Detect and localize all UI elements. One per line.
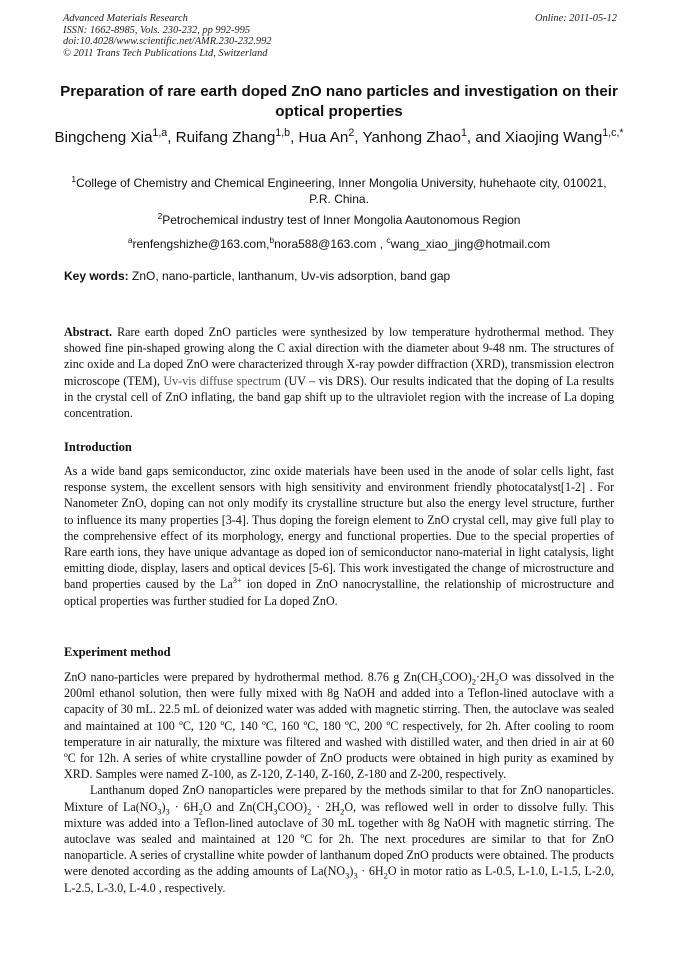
journal-copyright: © 2011 Trans Tech Publications Ltd, Switzerland (63, 47, 268, 59)
paragraph-text: · 2H (311, 799, 341, 814)
email-link[interactable]: wang_xiao_jing@hotmail.com (390, 237, 551, 251)
paragraph (64, 782, 614, 895)
subscript: 2 (383, 870, 388, 881)
paragraph-text: ZnO nano-particles were prepared by hydrothermal method. 8.76 g Zn(CH (64, 670, 438, 684)
paragraph-text: ion doped in ZnO nanocrystalline, the relationship of microstructure and optical properties was further studied for La doped ZnO. (64, 577, 614, 608)
email-line (60, 236, 618, 252)
affiliation-1 (60, 175, 618, 207)
paragraph-text: · 6H (169, 799, 199, 814)
section-heading-introduction: Introduction (64, 440, 132, 454)
email-marker: b (269, 235, 275, 245)
author-name: Bingcheng Xia (54, 129, 153, 146)
author-name: Yanhong Zhao (362, 129, 461, 146)
email-marker: a (127, 235, 133, 245)
introduction-body (64, 463, 614, 609)
subscript: 3 (273, 806, 278, 817)
journal-name: Advanced Materials Research (63, 13, 188, 24)
affiliation-text: College of Chemistry and Chemical Engineering, Inner Mongolia University, huhehaote city, 010021, P.R. China. (76, 176, 607, 206)
email-link[interactable]: renfengshizhe@163.com, (132, 237, 270, 251)
paragraph-text: O, was reflowed well in order to dissolve fully. This mixture was added into a Teflon-lined autoclave of 30 mL together with 8g NaOH with magnetic stirring. The autoclave was sealed and maintained at 120 ºC for 2h. The next procedures are similar to that for ZnO nanoparticle. A series of crystalline white powder of lanthanum doped ZnO products were obtained. The products were denoted according as the adding amounts of La(NO (64, 799, 614, 879)
keywords-label: Key words: (64, 269, 129, 283)
journal-issn: ISSN: 1662-8985, Vols. 230-232, pp 992-995 (63, 24, 251, 36)
paragraph-text: O and Zn(CH (202, 799, 274, 814)
abstract (64, 324, 614, 421)
author-name: Xiaojing Wang (504, 129, 603, 146)
subscript: 3 (165, 806, 170, 817)
abstract-text: Rare earth doped ZnO particles were synthesized by low temperature hydrothermal method. They showed fine pin-shaped growing along the C axial direction with the diameter about 9-48 nm. The structures of zinc oxide and La doped ZnO were characterized through X-ray powder diffraction (XRD), transmission electron microscope (TEM), (64, 325, 614, 388)
affiliation-marker: 2 (157, 211, 163, 221)
subscript: 3 (437, 676, 443, 687)
author-affil: 1,c,* (602, 126, 624, 139)
affiliation-text: Petrochemical industry test of Inner Mongolia Aautonomous Region (162, 213, 521, 227)
abstract-text: (UV – vis DRS). Our results indicated that the doping of La results in the crystal cell of ZnO inflating, the band gap shift up to the ultraviolet region with the increase of La doping concentration. (64, 373, 614, 421)
abstract-text: Uv-vis diffuse spectrum (163, 373, 281, 388)
affiliation-2 (60, 212, 618, 228)
paragraph-text: ·2H (475, 670, 495, 684)
subscript: 3 (157, 806, 162, 817)
superscript: 3+ (232, 575, 242, 586)
paragraph-text: Lanthanum doped ZnO nanoparticles were prepared by the methods similar to that for ZnO nanoparticles. Mixture of La(NO (64, 783, 614, 814)
email-marker: c (386, 235, 391, 245)
subscript: 3 (353, 870, 358, 881)
subscript: 2 (340, 806, 345, 817)
paragraph (64, 669, 614, 782)
affiliation-marker: 1 (71, 174, 77, 184)
paragraph-text: ) (349, 864, 354, 879)
subscript: 3 (345, 870, 350, 881)
email-link[interactable]: nora588@163.com , (274, 237, 384, 251)
author-name: Ruifang Zhang (175, 129, 276, 146)
author-list: Bingcheng Xia$^{1,a}$, Ruifang Zhang$^{1,b}$, Hua An$^2$, Yanhong Zhao$^1$, and Xiaojing Wang$^{1,c,*}$ (54, 126, 624, 146)
keywords (64, 268, 624, 284)
journal-doi: doi:10.4028/www.scientific.net/AMR.230-232.992 (63, 36, 272, 48)
author-affil: 1,a (152, 126, 168, 139)
keywords-text: ZnO, nano-particle, lanthanum, Uv-vis adsorption, band gap (132, 269, 451, 283)
section-heading-experiment: Experiment method (64, 645, 171, 659)
author-affil: 1,b (275, 126, 291, 139)
author-affil: 2 (348, 126, 355, 139)
paragraph-text: ) (161, 799, 166, 814)
abstract-label: Abstract. (64, 325, 113, 339)
experiment-body (64, 669, 614, 896)
journal-header (63, 13, 617, 59)
author-affil: 1 (460, 126, 467, 139)
subscript: 2 (471, 676, 476, 687)
online-date: Online: 2011-05-12 (534, 13, 617, 24)
paragraph-text: O was dissolved in the 200ml ethanol solution, then were fully mixed with 8g NaOH and added into a Teflon-lined autoclave with a capacity of 30 mL. 22.5 mL of deionized water was added with magnetic stirring. Then, the autoclave was sealed and maintained at 100 ºC, 120 ºC, 140 ºC, 160 ºC, 180 ºC, 200 ºC respectively, for 2h. After cooling to room temperature in air naturally, the mixture was filtered and washed with distilled water, and then dried in air at 60 ºC for 12h. A series of white crystalline powder of ZnO products were obtained in high purity as examined by XRD. Samples were named Z-100, as Z-120, Z-140, Z-160, Z-180 and Z-200, respectively. (64, 670, 614, 782)
author-name: Hua An (298, 129, 349, 146)
subscript: 2 (494, 676, 500, 687)
subscript: 2 (307, 806, 312, 817)
paragraph-text: O in motor ratio as L-0.5, L-1.0, L-1.5, L-2.0, L-2.5, L-3.0, L-4.0 , respectively. (64, 864, 614, 895)
paragraph-text: · 6H (357, 864, 384, 879)
paper-title: Preparation of rare earth doped ZnO nano particles and investigation on their optical properties (60, 83, 618, 120)
paragraph-text: COO) (442, 670, 472, 684)
paragraph-text: As a wide band gaps semiconductor, zinc oxide materials have been used in the anode of solar cells light, fast response system, the excellent sensors with high sensitivity and environment friendly photocatalyst[1-2] . For Nanometer ZnO, doping can not only modify its crystalline structure but also the energy level structure, further to influence its many properties [3-4]. Thus doping the foreign element to ZnO crystal cell, may give full play to the comprehensive effect of its morphology, energy and functional properties. Due to the special properties of Rare earth ions, they have unique advantage as doped ion of semiconductor nano-material in light catalysis, light emitting diode, display, lasers and optical devices [5-6]. This work investigated the change of microstructure and band properties caused by the La (64, 464, 614, 592)
paragraph-text: COO) (277, 799, 308, 814)
subscript: 2 (198, 806, 203, 817)
